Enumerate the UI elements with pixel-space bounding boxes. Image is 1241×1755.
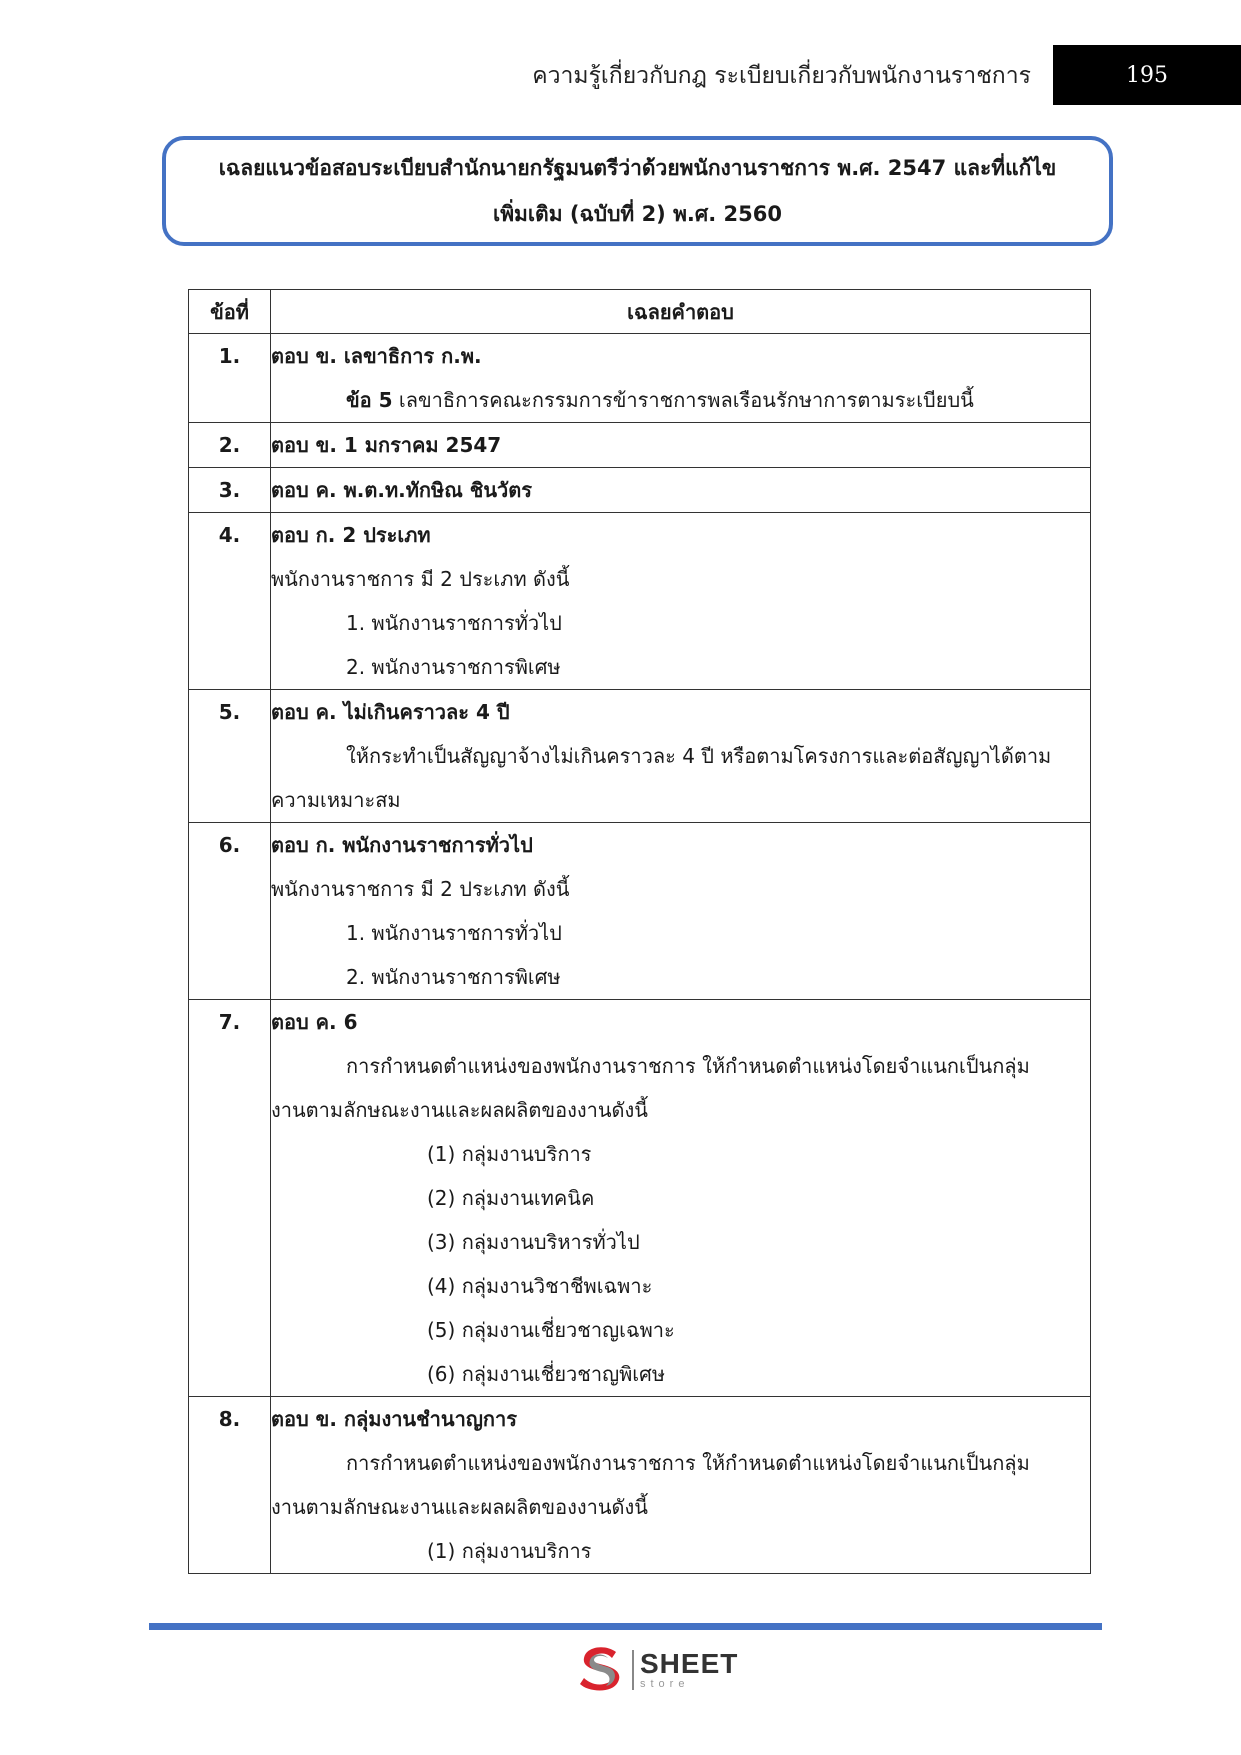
answer-explanation	[271, 1397, 1091, 1574]
answer-table-header-row	[189, 290, 1091, 334]
question-number: 7.	[189, 1000, 271, 1397]
answer-explanation	[271, 513, 1091, 690]
answer-explanation	[271, 690, 1091, 823]
table-row	[189, 823, 1091, 1000]
explanation-line: (3) กลุ่มงานบริหารทั่วไป	[427, 1230, 640, 1254]
footer-rule	[149, 1623, 1102, 1630]
question-number: 3.	[189, 468, 271, 513]
answer-table-body	[189, 334, 1091, 1574]
answer-line: ตอบ ก. พนักงานราชการทั่วไป	[271, 833, 533, 857]
answer-line: ตอบ ก. 2 ประเภท	[271, 523, 431, 547]
explanation-line: 1. พนักงานราชการทั่วไป	[346, 921, 562, 945]
logo-text	[640, 1650, 738, 1690]
answer-explanation	[271, 423, 1091, 468]
answer-line: ตอบ ค. ไม่เกินคราวละ 4 ปี	[271, 700, 510, 724]
answer-explanation	[271, 468, 1091, 513]
explanation-line: (4) กลุ่มงานวิชาชีพเฉพาะ	[427, 1274, 653, 1298]
explanation-line: (1) กลุ่มงานบริการ	[427, 1142, 592, 1166]
sheet-store-s-icon	[576, 1644, 626, 1696]
clause-reference: ข้อ 5	[346, 388, 393, 412]
explanation-line: ให้กระทำเป็นสัญญาจ้างไม่เกินคราวละ 4 ปี หรือตามโครงการและต่อสัญญาได้ตาม	[346, 744, 1052, 768]
question-number: 1.	[189, 334, 271, 423]
answer-line: ตอบ ค. 6	[271, 1010, 358, 1034]
page-number: 195	[1126, 62, 1168, 88]
answer-line: ตอบ ข. 1 มกราคม 2547	[271, 433, 502, 457]
column-header-answer: เฉลยคำตอบ	[271, 290, 1091, 334]
document-title-box	[162, 136, 1113, 246]
explanation-line: (2) กลุ่มงานเทคนิค	[427, 1186, 595, 1210]
table-row	[189, 468, 1091, 513]
explanation-line: (1) กลุ่มงานบริการ	[427, 1539, 592, 1563]
explanation-line: ความเหมาะสม	[271, 788, 401, 812]
answer-line: ตอบ ข. เลขาธิการ ก.พ.	[271, 344, 482, 368]
logo-sub-text: store	[640, 1678, 690, 1690]
table-row	[189, 1397, 1091, 1574]
table-row	[189, 690, 1091, 823]
explanation-line: 2. พนักงานราชการพิเศษ	[346, 965, 561, 989]
explanation-line: การกำหนดตำแหน่งของพนักงานราชการ ให้กำหนดตำแหน่งโดยจำแนกเป็นกลุ่ม	[346, 1451, 1030, 1475]
explanation-line: พนักงานราชการ มี 2 ประเภท ดังนี้	[271, 567, 570, 591]
page-number-box	[1053, 45, 1241, 105]
question-number: 6.	[189, 823, 271, 1000]
answer-line: ตอบ ข. กลุ่มงานชำนาญการ	[271, 1407, 517, 1431]
running-header-title: ความรู้เกี่ยวกับกฎ ระเบียบเกี่ยวกับพนักงานราชการ	[532, 63, 1031, 89]
table-row	[189, 513, 1091, 690]
question-number: 8.	[189, 1397, 271, 1574]
explanation-line: 1. พนักงานราชการทั่วไป	[346, 611, 562, 635]
answer-table	[188, 289, 1091, 1574]
document-title-line-1: เฉลยแนวข้อสอบระเบียบสำนักนายกรัฐมนตรีว่าด้วยพนักงานราชการ พ.ศ. 2547 และที่แก้ไข	[218, 156, 1057, 180]
question-number: 5.	[189, 690, 271, 823]
table-row	[189, 334, 1091, 423]
explanation-line: งานตามลักษณะงานและผลผลิตของงานดังนี้	[271, 1098, 648, 1122]
answer-explanation	[271, 823, 1091, 1000]
question-number: 2.	[189, 423, 271, 468]
question-number: 4.	[189, 513, 271, 690]
sheet-store-logo	[576, 1646, 738, 1694]
answer-line: ตอบ ค. พ.ต.ท.ทักษิณ ชินวัตร	[271, 478, 532, 502]
explanation-line	[271, 378, 1090, 422]
logo-separator	[632, 1650, 634, 1690]
table-row	[189, 423, 1091, 468]
answer-explanation	[271, 334, 1091, 423]
column-header-no: ข้อที่	[189, 290, 271, 334]
explanation-line: 2. พนักงานราชการพิเศษ	[346, 655, 561, 679]
explanation-line: (6) กลุ่มงานเชี่ยวชาญพิเศษ	[427, 1362, 666, 1386]
explanation-line: (5) กลุ่มงานเชี่ยวชาญเฉพาะ	[427, 1318, 675, 1342]
table-row	[189, 1000, 1091, 1397]
answer-explanation	[271, 1000, 1091, 1397]
explanation-line: การกำหนดตำแหน่งของพนักงานราชการ ให้กำหนดตำแหน่งโดยจำแนกเป็นกลุ่ม	[346, 1054, 1030, 1078]
logo-main-text: SHEET	[640, 1648, 739, 1679]
explanation-text: เลขาธิการคณะกรรมการข้าราชการพลเรือนรักษาการตามระเบียบนี้	[392, 388, 974, 412]
document-title-line-2: เพิ่มเติม (ฉบับที่ 2) พ.ศ. 2560	[493, 202, 782, 226]
explanation-line: พนักงานราชการ มี 2 ประเภท ดังนี้	[271, 877, 570, 901]
explanation-line: งานตามลักษณะงานและผลผลิตของงานดังนี้	[271, 1495, 648, 1519]
